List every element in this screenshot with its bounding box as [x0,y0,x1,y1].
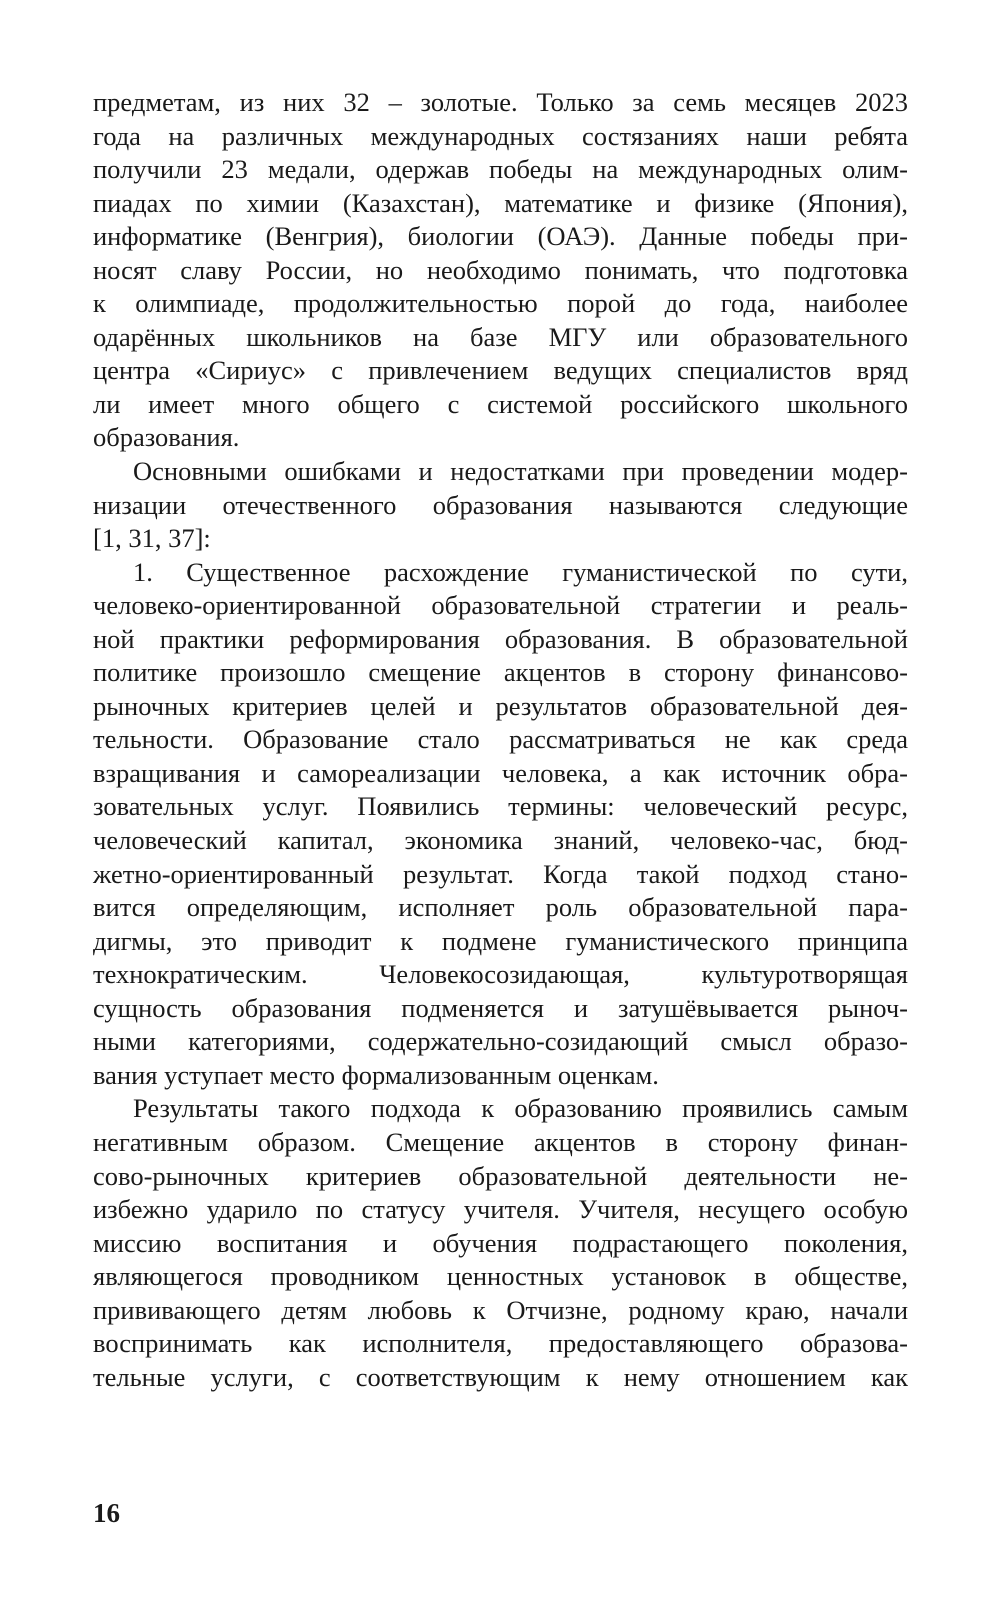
text-line: низации отечественного образования называются следующие [93,489,908,520]
text-line: одарённых школьников на базе МГУ или образовательного [93,321,908,352]
text-line: ли имеет много общего с системой российского школьного [93,388,908,419]
text-line: [1, 31, 37]: [93,523,211,554]
text-line: Результаты такого подхода к образованию проявились самым [133,1093,908,1124]
text-line: технократическим. Человекосозидающая, культуротворящая [93,959,908,990]
text-line: являющегося проводником ценностных установок в обществе, [93,1261,908,1292]
text-line: человеко-ориентированной образовательной стратегии и реаль- [93,590,908,621]
text-line: миссию воспитания и обучения подрастающего поколения, [93,1227,908,1258]
text-line: вится определяющим, исполняет роль образовательной пара- [93,892,908,923]
text-line: ными категориями, содержательно-созидающий смысл образо- [93,1026,908,1057]
text-line: негативным образом. Смещение акцентов в сторону финан- [93,1126,908,1157]
text-line: Основными ошибками и недостатками при проведении модер- [133,456,908,487]
paragraph [93,556,908,1093]
page-body-text [93,86,908,1394]
text-line: сущность образования подменяется и затушёвывается рыноч- [93,992,908,1023]
text-line: предметам, из них 32 – золотые. Только за семь месяцев 2023 [93,87,908,117]
text-line: воспринимать как исполнителя, предоставляющего образова- [93,1328,908,1359]
text-line: прививающего детям любовь к Отчизне, родному краю, начали [93,1294,908,1325]
text-line: тельности. Образование стало рассматриваться не как среда [93,724,908,755]
text-line: рыночных критериев целей и результатов образовательной дея- [93,690,908,721]
paragraph [93,86,908,455]
text-line: тельные услуги, с соответствующим к нему отношением как [93,1361,908,1392]
text-line: к олимпиаде, продолжительностью порой до года, наиболее [93,288,908,319]
text-line: сово-рыночных критериев образовательной деятельности не- [93,1160,908,1191]
page-number: 16 [93,1498,120,1528]
text-line: дигмы, это приводит к подмене гуманистического принципа [93,925,908,956]
text-line: вания уступает место формализованным оценкам. [93,1059,659,1090]
text-line: образования. [93,422,240,453]
text-line: ной практики реформирования образования. В образовательной [93,623,908,654]
paragraph [93,1092,908,1394]
text-line: политике произошло смещение акцентов в сторону финансово- [93,657,908,688]
text-line: жетно-ориентированный результат. Когда такой подход стано- [93,858,908,889]
text-line: зовательных услуг. Появились термины: человеческий ресурс, [93,791,908,822]
text-line: человеческий капитал, экономика знаний, человеко-час, бюд- [93,825,908,856]
text-line: года на различных международных состязаниях наши ребята [93,120,908,151]
text-line: пиадах по химии (Казахстан), математике и физике (Япония), [93,187,908,218]
text-line: взращивания и самореализации человека, а как источник обра- [93,757,908,788]
text-line: получили 23 медали, одержав победы на международных олим- [93,154,908,185]
paragraph [93,455,908,556]
text-line: избежно ударило по статусу учителя. Учителя, несущего особую [93,1194,908,1225]
text-line: носят славу России, но необходимо понимать, что подготовка [93,254,908,285]
text-line: 1. Существенное расхождение гуманистической по сути, [133,556,908,587]
text-line: центра «Сириус» с привлечением ведущих специалистов вряд [93,355,908,386]
text-line: информатике (Венгрия), биологии (ОАЭ). Данные победы при- [93,221,908,252]
